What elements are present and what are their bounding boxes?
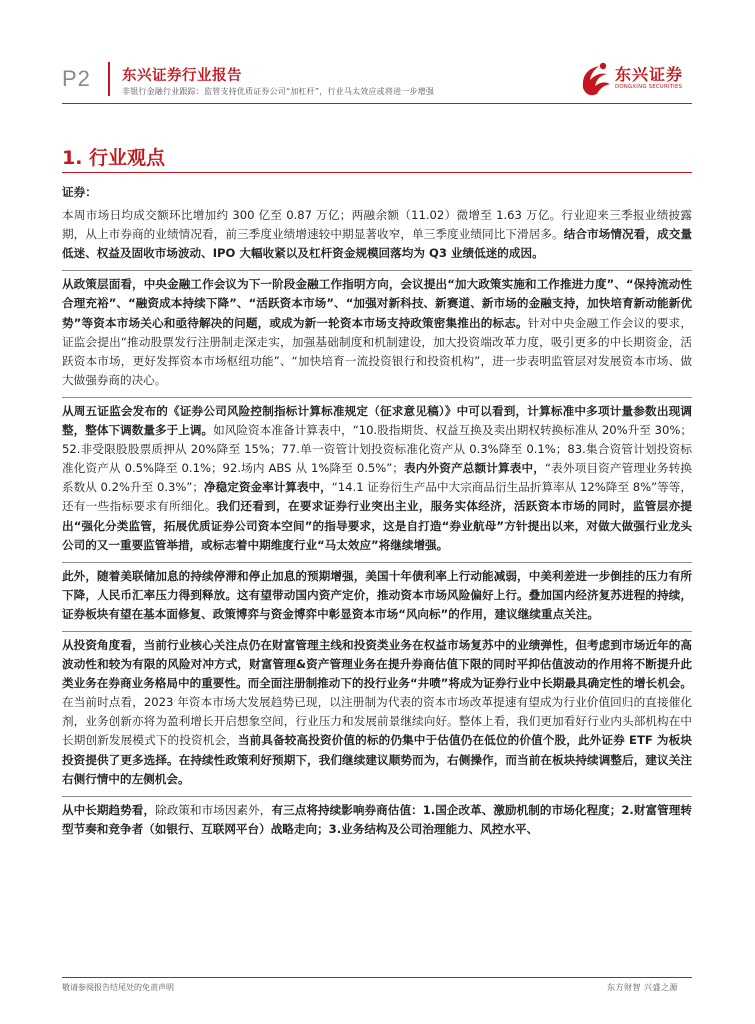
page-number: P2 bbox=[62, 66, 91, 91]
body-text: 如风险资本准备计算表中，“10.股指期货、权益互换及卖出期权转换标准从 20%升至 30%；52.非受限股股票质押从 20%降至 15%；77.单一资管计划投资标准化资产从 0.3%降至 0.1%；83.集合资管计划投资标准化资产从 0.5%降至 0.1%；92.场内 ABS 从 1%降至 0.5%”； bbox=[62, 423, 692, 476]
bold-text: 从中长期趋势看， bbox=[62, 802, 156, 817]
bold-text: 从政策层面看，中央金融工作会议为下一阶段金融工作指明方向，会议提出“加大政策实施和工作推进力度”、“保持流动性合理充裕”、“融资成本持续下降”、“活跃资本市场”、“加强对新科技、新赛道、新市场的金融支持，加快培育新动能新优势”等资本市场关心和亟待解决的问题，或成为新一轮资本市场支持政策密集推出的标志。 bbox=[62, 277, 692, 330]
body-text: 除政策和市场因素外， bbox=[155, 802, 272, 817]
footer-disclaimer: 敬请参阅报告结尾处的免责声明 bbox=[62, 983, 174, 992]
logo-mark-icon bbox=[577, 58, 613, 98]
bold-text: 证券： bbox=[62, 185, 97, 199]
paragraph bbox=[62, 567, 692, 632]
bold-text: 从投资角度看，当前行业核心关注点仍在财富管理主线和投资类业务在权益市场复苏中的业绩弹性，但考虑到市场近年的高波动性和较为有限的风险对冲方式，财富管理&资产管理业务在提升券商估值下限的同时平抑估值波动的作用将不断提升此类业务在券商业务格局中的重要性。而全面注册制推动下的投行业务“井喷”将成为证券行业中长期最具确定性的增长机会。 bbox=[62, 637, 692, 691]
paragraph bbox=[62, 206, 692, 271]
section-rule bbox=[62, 172, 692, 173]
paragraph bbox=[62, 636, 692, 797]
paragraph bbox=[62, 801, 692, 846]
report-subtitle: 非银行金融行业跟踪：监管支持优质证券公司“加杠杆”，行业马太效应或将进一步增强 bbox=[122, 87, 435, 96]
logo-english-text: DONGXING SECURITIES bbox=[615, 84, 683, 90]
bold-text: 表内外资产总额计算表中， bbox=[403, 461, 546, 476]
logo-text: 东兴证券 bbox=[615, 65, 684, 84]
company-logo bbox=[577, 58, 697, 100]
bold-text: 有三点将持续影响券商估值：1.国企改革、激励机制的市场化程度；2.财富管理转型节奏和竞争者（如银行、互联网平台）战略走向；3.业务结构及公司治理能力、风控水平、 bbox=[62, 802, 692, 836]
body-text: 在当前时点看，2023 年资本市场大发展趋势已现，以注册制为代表的资本市场改革提速有望成为行业价值回归的直接催化剂，业务创新亦将为盈利增长开启想象空间，行业压力和发展前景继续向好。整体上看，我们更加看好行业内头部机构在中长期创新发展模式下的投资机会， bbox=[62, 695, 692, 748]
body-text: “14.1 证券衍生产品中大宗商品衍生品折算率从 12%降至 8%”等等，还有一些指标要求有所细化。 bbox=[62, 480, 692, 514]
body-text: “表外项目资产管理业务转换系数从 0.2%升至 0.3%”； bbox=[62, 461, 692, 495]
bold-text: 净稳定资金率计算表中， bbox=[204, 480, 332, 495]
body-text: 本周市场日均成交额环比增加约 300 亿至 0.87 万亿；两融余额（11.02）微增至 1.63 万亿。行业迎来三季报业绩披露期，从上市券商的业绩情况看，前三季度业绩增速较中期显著收窄，单三季度业绩同比下滑居多。 bbox=[62, 208, 692, 242]
bold-text: 从周五证监会发布的《证券公司风险控制指标计算标准规定（征求意见稿）》中可以看到，计算标准中多项计量参数出现调整，整体下调数量多于上调。 bbox=[62, 403, 692, 438]
paragraph bbox=[62, 402, 692, 563]
footer-slogan: 东方财智 兴盛之源 bbox=[607, 983, 679, 992]
bold-text: 我们还看到，在要求证券行业突出主业，服务实体经济，活跃资本市场的同时，监管层亦提出“强化分类监管，拓展优质证券公司资本空间”的指导要求，这是自打造“券业航母”方针提出以来，对做大做强行业龙头公司的又一重要监管举措，或标志着中期维度行业“马太效应”将继续增强。 bbox=[62, 499, 692, 552]
paragraph bbox=[62, 275, 692, 398]
paragraph-label bbox=[62, 183, 692, 202]
section-title: 1. 行业观点 bbox=[62, 147, 166, 169]
bold-text: 此外，随着美联储加息的持续停滞和停止加息的预期增强，美国十年债利率上行动能减弱，中美利差进一步倒挂的压力有所下降，人民币汇率压力得到释放。这有望带动国内资产定价，推动资本市场风险偏好上行。叠加国内经济复苏进程的持续，证券板块有望在基本面修复、政策博弈与资金博弈中彰显资本市场“风向标”的作用，建议继续重点关注。 bbox=[62, 568, 692, 621]
header-rule bbox=[62, 103, 692, 104]
bold-text: 结合市场情况看，成交量低迷、权益及固收市场波动、IPO 大幅收紧以及杠杆资金规模回落均为 Q3 业绩低迷的成因。 bbox=[62, 227, 692, 261]
bold-text: 当前具备较高投资价值的标的仍集中于估值仍在低位的价值个股，此外证券 ETF 为板块投资提供了更多选择。在持续性政策利好预期下，我们继续建议顺势而为，右侧操作，而当前在板块持续调整后，建议关注右侧行情中的左侧机会。 bbox=[62, 733, 692, 786]
footer-rule bbox=[62, 977, 692, 978]
report-title: 东兴证券行业报告 bbox=[122, 68, 242, 84]
header-divider bbox=[108, 62, 110, 96]
report-body bbox=[62, 183, 692, 850]
body-text: 针对中央金融工作会议的要求，证监会提出“推动股票发行注册制走深走实，加强基础制度和机制建设，加大投资端改革力度，吸引更多的中长期资金，活跃资本市场，更好发挥资本市场枢纽功能”、“加快培育一流投资银行和投资机构”，进一步表明监管层对发展资本市场、做大做强券商的决心。 bbox=[62, 315, 692, 387]
